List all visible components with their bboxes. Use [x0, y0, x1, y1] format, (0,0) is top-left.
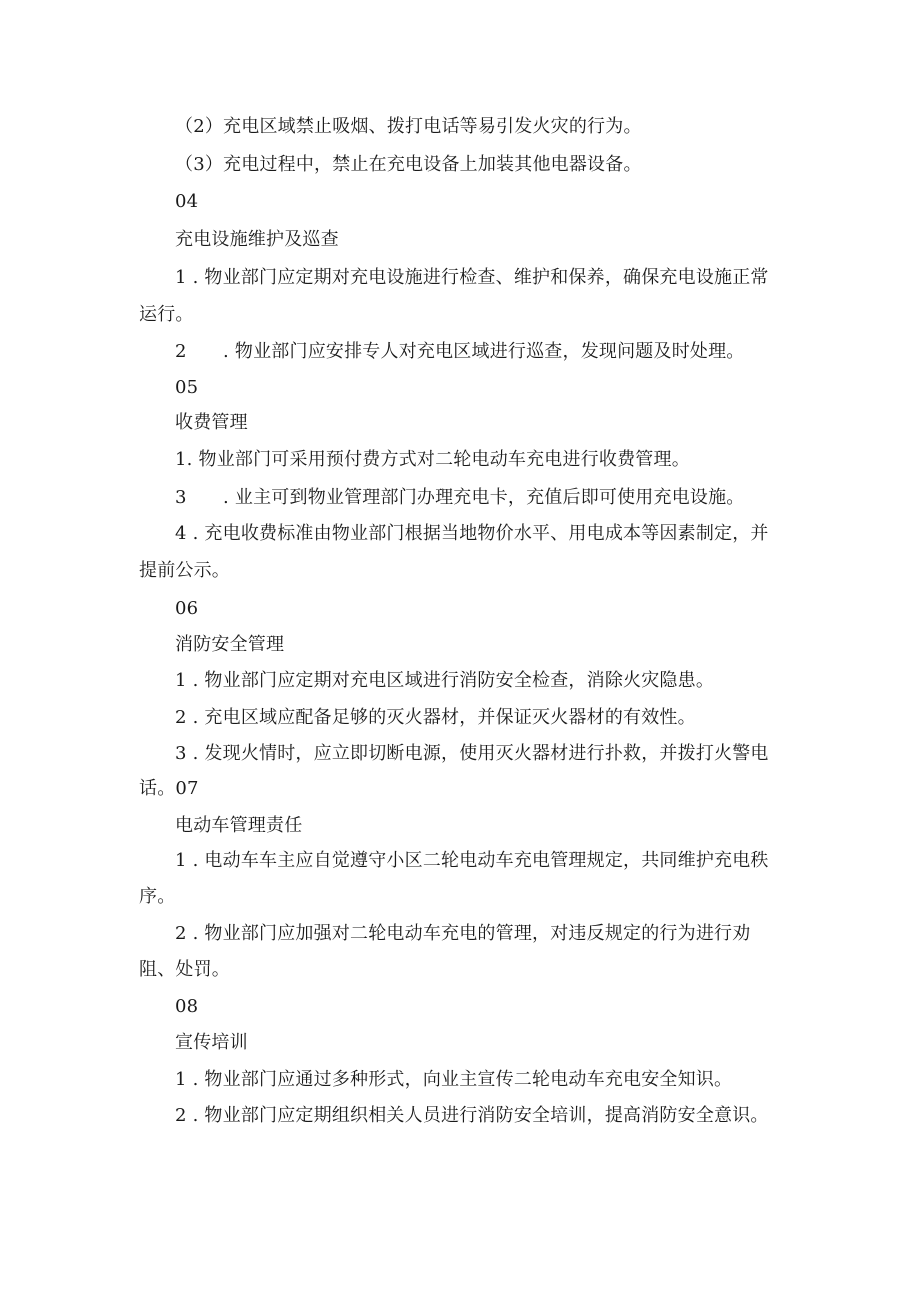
section-number-08: 08: [175, 996, 199, 1017]
responsibility-item-1-cont: 序。: [139, 886, 176, 907]
section-heading-responsibility: 电动车管理责任: [175, 815, 303, 836]
responsibility-item-1: 1 . 电动车车主应自觉遵守小区二轮电动车充电管理规定，共同维护充电秩: [175, 850, 769, 871]
section-heading-training: 宣传培训: [175, 1032, 248, 1053]
responsibility-item-2: 2 . 物业部门应加强对二轮电动车充电的管理，对违反规定的行为进行劝: [175, 923, 751, 944]
section-heading-fees: 收费管理: [175, 412, 248, 433]
fees-item-3: 3 . 业主可到物业管理部门办理充电卡，充值后即可使用充电设施。: [175, 487, 745, 508]
fire-safety-item-2: 2 . 充电区域应配备足够的灭火器材，并保证灭火器材的有效性。: [175, 707, 696, 728]
fire-safety-item-3: 3 . 发现火情时，应立即切断电源，使用灭火器材进行扑救，并拨打火警电: [175, 743, 769, 764]
rule-item-3: （3）充电过程中，禁止在充电设备上加装其他电器设备。: [175, 154, 642, 175]
section-heading-maintenance: 充电设施维护及巡查: [175, 229, 339, 250]
maintenance-item-2: 2 . 物业部门应安排专人对充电区域进行巡查，发现问题及时处理。: [175, 341, 745, 362]
maintenance-item-1: 1 . 物业部门应定期对充电设施进行检查、维护和保养，确保充电设施正常: [175, 267, 769, 288]
fees-item-1: 1. 物业部门可采用预付费方式对二轮电动车充电进行收费管理。: [175, 449, 690, 470]
responsibility-item-2-cont: 阻、处罚。: [139, 959, 230, 980]
fire-safety-item-3-cont: 话。07: [139, 778, 199, 799]
section-number-06: 06: [175, 598, 199, 619]
rule-item-2: （2）充电区域禁止吸烟、拨打电话等易引发火灾的行为。: [175, 116, 642, 137]
fire-safety-item-1: 1 . 物业部门应定期对充电区域进行消防安全检查，消除火灾隐患。: [175, 670, 715, 691]
fees-item-4: 4 . 充电收费标准由物业部门根据当地物价水平、用电成本等因素制定，并: [175, 523, 769, 544]
fees-item-4-cont: 提前公示。: [139, 560, 230, 581]
training-item-2: 2 . 物业部门应定期组织相关人员进行消防安全培训，提高消防安全意识。: [175, 1105, 769, 1126]
maintenance-item-1-cont: 运行。: [139, 304, 194, 325]
section-number-05: 05: [175, 377, 199, 398]
training-item-1: 1 . 物业部门应通过多种形式，向业主宣传二轮电动车充电安全知识。: [175, 1069, 733, 1090]
section-number-04: 04: [175, 191, 199, 212]
section-heading-fire-safety: 消防安全管理: [175, 634, 285, 655]
